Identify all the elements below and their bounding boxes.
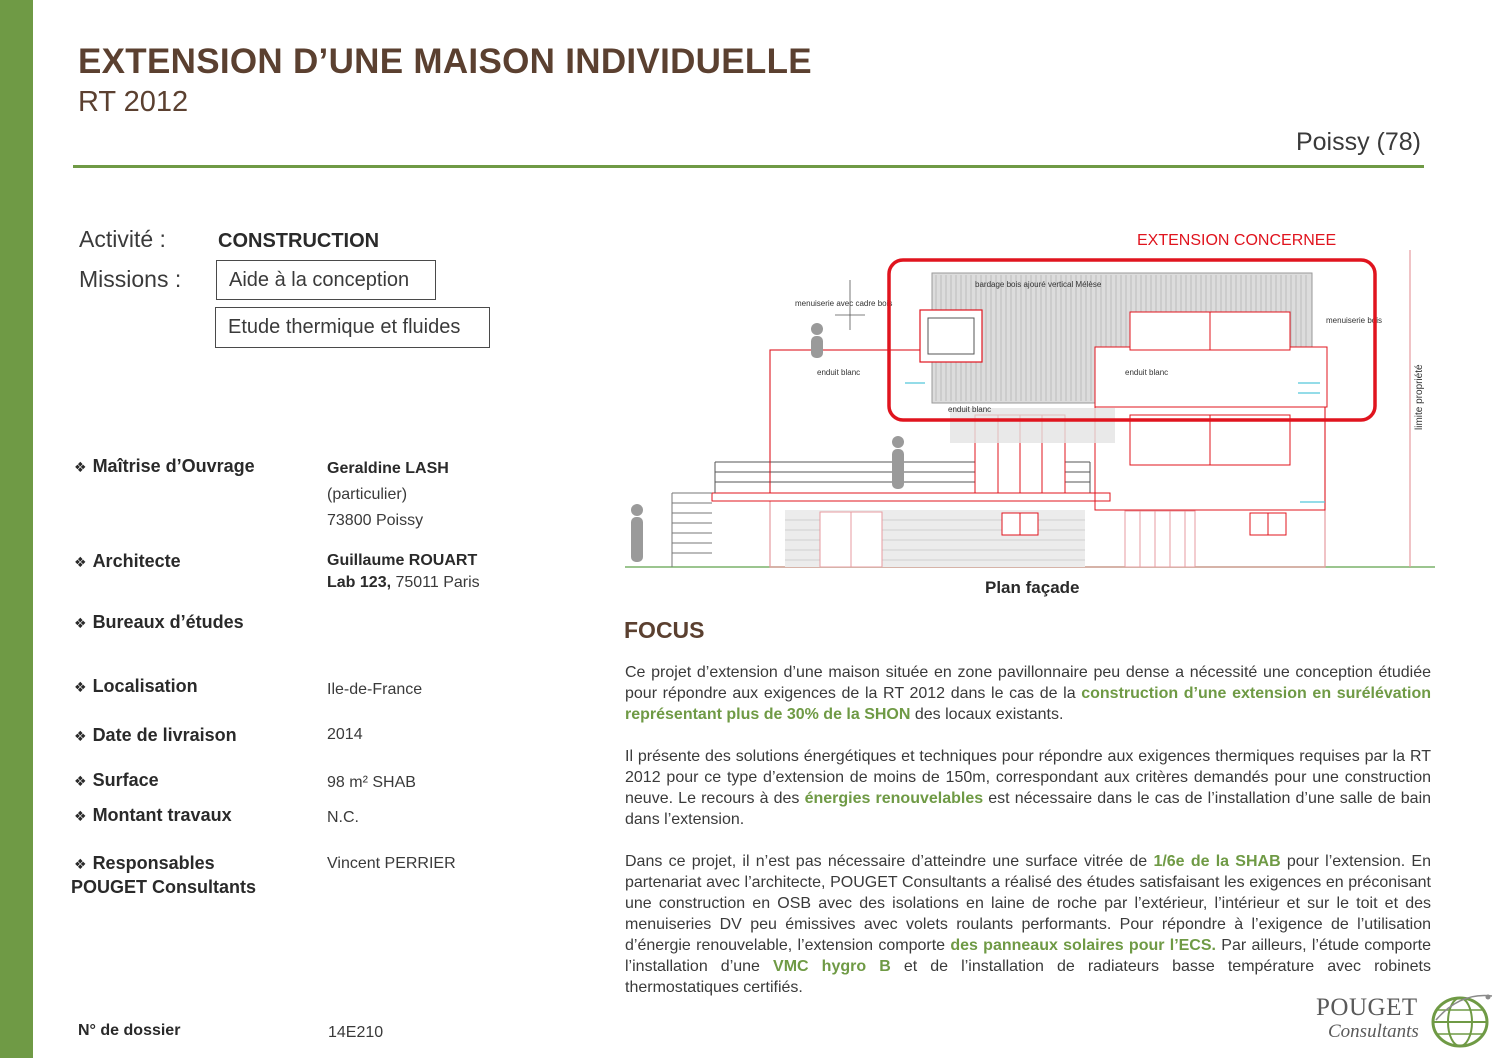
responsables-org: POUGET Consultants — [71, 877, 257, 897]
enduit-annotation-3: enduit blanc — [948, 405, 992, 414]
menuiserie-bois-annotation: menuiserie bois — [1326, 316, 1383, 325]
dossier-value: 14E210 — [328, 1024, 384, 1041]
maitrise-ouvrage-label: ❖ Maîtrise d’Ouvrage — [74, 456, 255, 476]
exterior-stairs — [672, 493, 712, 567]
page-subtitle: RT 2012 — [78, 86, 189, 118]
plan-caption: Plan façade — [985, 578, 1080, 597]
balcony-slab — [712, 493, 1110, 501]
activity-value: CONSTRUCTION — [218, 230, 380, 252]
mission-design-assistance: Aide à la conception — [216, 260, 436, 300]
diamond-bullet-icon: ❖ — [74, 808, 87, 824]
montant-travaux-label: ❖ Montant travaux — [74, 805, 232, 825]
bardage-annotation: bardage bois ajouré vertical Mélèse — [975, 280, 1102, 289]
globe-logo-icon — [1426, 990, 1496, 1050]
client-name: Geraldine LASH — [327, 460, 449, 477]
facade-drawing — [620, 225, 1440, 577]
page-title: EXTENSION D’UNE MAISON INDIVIDUELLE — [78, 42, 812, 81]
enduit-annotation-1: enduit blanc — [817, 368, 861, 377]
logo-subtitle: Consultants — [1328, 1021, 1419, 1042]
bureaux-etudes-label: ❖ Bureaux d’études — [74, 612, 244, 632]
activity-label: Activité : — [79, 226, 166, 252]
diamond-bullet-icon: ❖ — [74, 728, 87, 744]
date-livraison-label: ❖ Date de livraison — [74, 725, 237, 745]
limite-propriete-label: limite propriété — [1414, 364, 1425, 430]
focus-paragraph-2: Il présente des solutions énergétiques et techniques pour répondre aux exigences thermiques requises par la RT 2012 pour ce type d’extension de moins de 150m, correspondant aux critères demandés pour une construction neuve. Le recours à des énergies renouvelables est nécessaire dans le cas de l’installation d’une salle de bain dans l’extension. — [625, 748, 1432, 828]
diamond-bullet-icon: ❖ — [74, 554, 87, 570]
extension-tag: EXTENSION CONCERNEE — [1137, 232, 1337, 249]
architecte-value — [327, 550, 480, 594]
architect-firm: Lab 123, — [327, 574, 392, 591]
dossier-label: N° de dossier — [78, 1022, 181, 1039]
client-type: (particulier) — [327, 486, 408, 503]
montant-travaux-value: N.C. — [327, 809, 359, 826]
menuiserie-cadre-annotation: menuiserie avec cadre bois — [795, 299, 893, 308]
architect-name: Guillaume ROUART — [327, 552, 478, 569]
missions-label: Missions : — [79, 266, 182, 292]
logo-name: POUGET — [1316, 994, 1418, 1021]
architect-city: 75011 Paris — [391, 574, 480, 591]
client-city: 73800 Poissy — [327, 512, 424, 529]
focus-paragraph-1: Ce projet d’extension d’une maison située en zone pavillonnaire peu dense a nécessité une conception étudiée pour répondre aux exigences de la RT 2012 dans le cas de la construction d’une extension en surélévation représentant plus de 30% de la SHON des locaux existants. — [625, 664, 1431, 723]
surface-value: 98 m² SHAB — [327, 774, 416, 791]
header-divider — [73, 165, 1424, 168]
pouget-logo — [1308, 990, 1493, 1050]
diamond-bullet-icon: ❖ — [74, 615, 87, 631]
localisation-value: Ile-de-France — [327, 681, 423, 698]
date-livraison-value: 2014 — [327, 726, 363, 743]
focus-paragraph-3: Dans ce projet, il n’est pas nécessaire d’atteindre une surface vitrée de 1/6e de la SHAB pour l’extension. En partenariat avec l’architecte, POUGET Consultants a réalisé des études satisfaisant les exigences en préconisant une construction en OSB avec des isolations en laine de roche par l’extérieur, l’intérieur et sur le toit et des menuiseries DV peu émissives avec volets roulants performants. Pour répondre à l’exigence de l’utilisation d’énergie renouvelable, l’extension comporte des panneaux solaires pour l’ECS. Par ailleurs, l’étude comporte l’installation d’une VMC hygro B et de l’installation de radiateurs basse température avec robinets thermostatiques certifiés. — [625, 853, 1432, 996]
responsables-label: ❖ Responsables POUGET Consultants — [71, 853, 257, 897]
enduit-annotation-2: enduit blanc — [1125, 368, 1169, 377]
localisation-label: ❖ Localisation — [74, 676, 198, 696]
surface-label: ❖ Surface — [74, 770, 159, 790]
project-location: Poissy (78) — [1295, 128, 1421, 156]
diamond-bullet-icon: ❖ — [74, 856, 87, 872]
diamond-bullet-icon: ❖ — [74, 679, 87, 695]
diamond-bullet-icon: ❖ — [74, 773, 87, 789]
diamond-bullet-icon: ❖ — [74, 459, 87, 475]
maitrise-ouvrage-value — [327, 456, 449, 534]
mission-thermal-study: Etude thermique et fluides — [215, 307, 490, 348]
side-accent-bar — [0, 0, 33, 1058]
focus-title: FOCUS — [624, 617, 705, 643]
extension-front-block — [1095, 347, 1327, 407]
responsables-value: Vincent PERRIER — [327, 855, 456, 872]
architecte-label: ❖ Architecte — [74, 551, 181, 571]
